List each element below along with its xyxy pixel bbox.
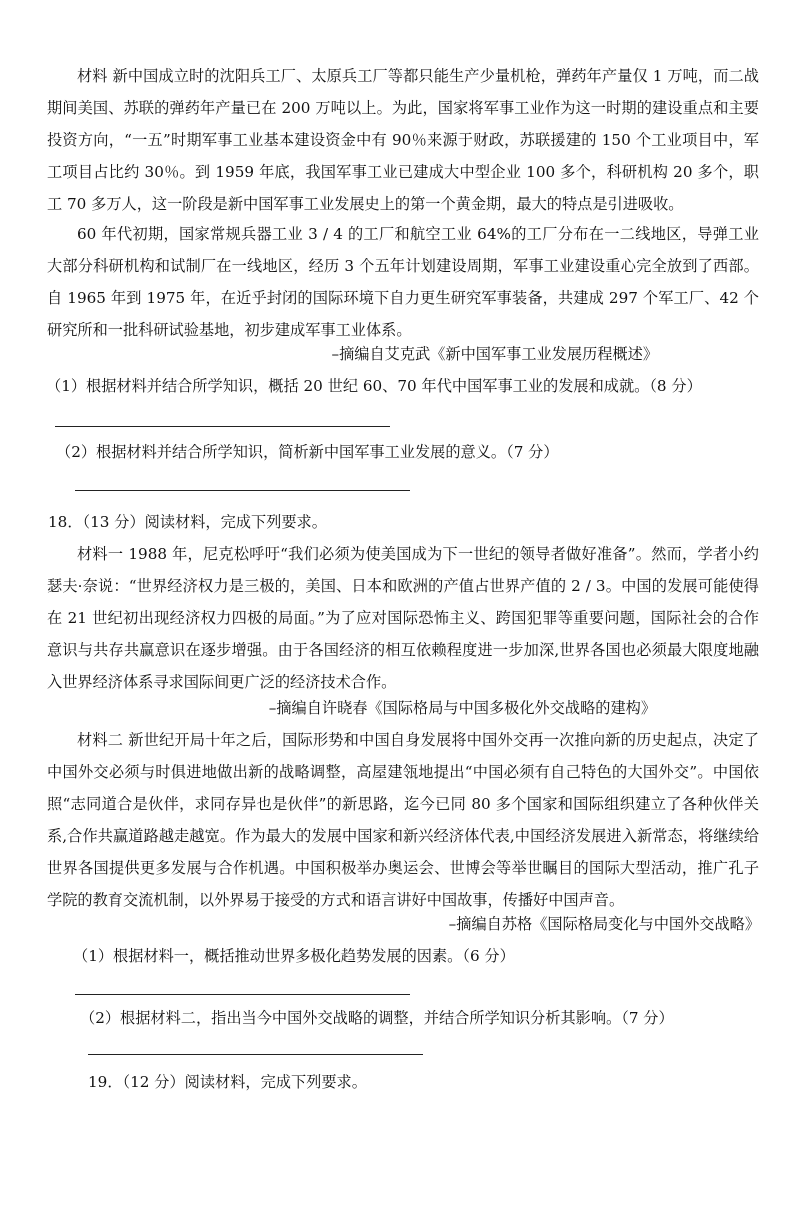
source-citation: –摘编自苏格《国际格局变化与中国外交战略》 [448, 915, 760, 933]
question-prompt: （2）根据材料二，指出当今中国外交战略的调整，并结合所学知识分析其影响。（7 分） [80, 1009, 674, 1027]
question-prompt: （1）根据材料一，概括推动世界多极化趋势发展的因素。（6 分） [73, 947, 515, 965]
source-citation: –摘编自许晓春《国际格局与中国多极化外交战略的建构》 [268, 699, 656, 717]
question-prompt: （1）根据材料并结合所学知识，概括 20 世纪 60、70 年代中国军事工业的发展和成就。（8 分） [46, 377, 702, 395]
answer-line[interactable] [55, 426, 390, 427]
answer-line[interactable] [88, 1054, 423, 1055]
question-header: 18．（13 分）阅读材料，完成下列要求。 [48, 513, 327, 531]
answer-line[interactable] [75, 490, 410, 491]
question-header: 19．（12 分）阅读材料，完成下列要求。 [88, 1073, 367, 1091]
material-paragraph: 材料 新中国成立时的沈阳兵工厂、太原兵工厂等都只能生产少量机枪，弹药年产量仅 1 万吨，而二战期间美国、苏联的弹药年产量已在 200 万吨以上。为此，国家将军事工业作为这一时期的建设重点和主要投资方向，“一五”时期军事工业基本建设资金中有 90％来源于财政，苏联援建的 150 个工业项目中，军工项目占比约 30％。到 1959 年底，我国军事工业已建成大中型企业 100 多个，科研机构 20 多个，职工 70 多万人，这一阶段是新中国军事工业发展史上的第一个黄金期，最大的特点是引进吸收。 [47, 67, 759, 213]
answer-line[interactable] [75, 994, 410, 995]
source-citation: –摘编自艾克武《新中国军事工业发展历程概述》 [331, 345, 658, 363]
material-paragraph: 60 年代初期，国家常规兵器工业 3 / 4 的工厂和航空工业 64%的工厂分布在一二线地区，导弹工业大部分科研机构和试制厂在一线地区，经历 3 个五年计划建设周期，军事工业建设重心完全放到了西部。自 1965 年到 1975 年，在近乎封闭的国际环境下自力更生研究军事装备，共建成 297 个军工厂、42 个研究所和一批科研试验基地，初步建成军事工业体系。 [47, 225, 759, 339]
material-paragraph: 材料一 1988 年，尼克松呼吁“我们必须为使美国成为下一世纪的领导者做好准备”。然而，学者小约瑟夫·奈说：“世界经济权力是三极的，美国、日本和欧洲的产值占世界产值的 2 / 3。中国的发展可能使得在 21 世纪初出现经济权力四极的局面。”为了应对国际恐怖主义、跨国犯罪等重要问题，国际社会的合作意识与共存共赢意识在逐步增强。由于各国经济的相互依赖程度进一步加深,世界各国也必须最大限度地融入世界经济体系寻求国际间更广泛的经济技术合作。 [47, 545, 759, 691]
question-prompt: （2）根据材料并结合所学知识，简析新中国军事工业发展的意义。（7 分） [56, 443, 559, 461]
material-paragraph: 材料二 新世纪开局十年之后，国际形势和中国自身发展将中国外交再一次推向新的历史起点，决定了中国外交必须与时俱进地做出新的战略调整，高屋建瓴地提出“中国必须有自己特色的大国外交”。中国依照“志同道合是伙伴，求同存异也是伙伴”的新思路，迄今已同 80 多个国家和国际组织建立了各种伙伴关系,合作共赢道路越走越宽。作为最大的发展中国家和新兴经济体代表,中国经济发展进入新常态，将继续给世界各国提供更多发展与合作机遇。中国积极举办奥运会、世博会等举世瞩目的国际大型活动，推广孔子学院的教育交流机制，以外界易于接受的方式和语言讲好中国故事，传播好中国声音。 [47, 731, 759, 909]
